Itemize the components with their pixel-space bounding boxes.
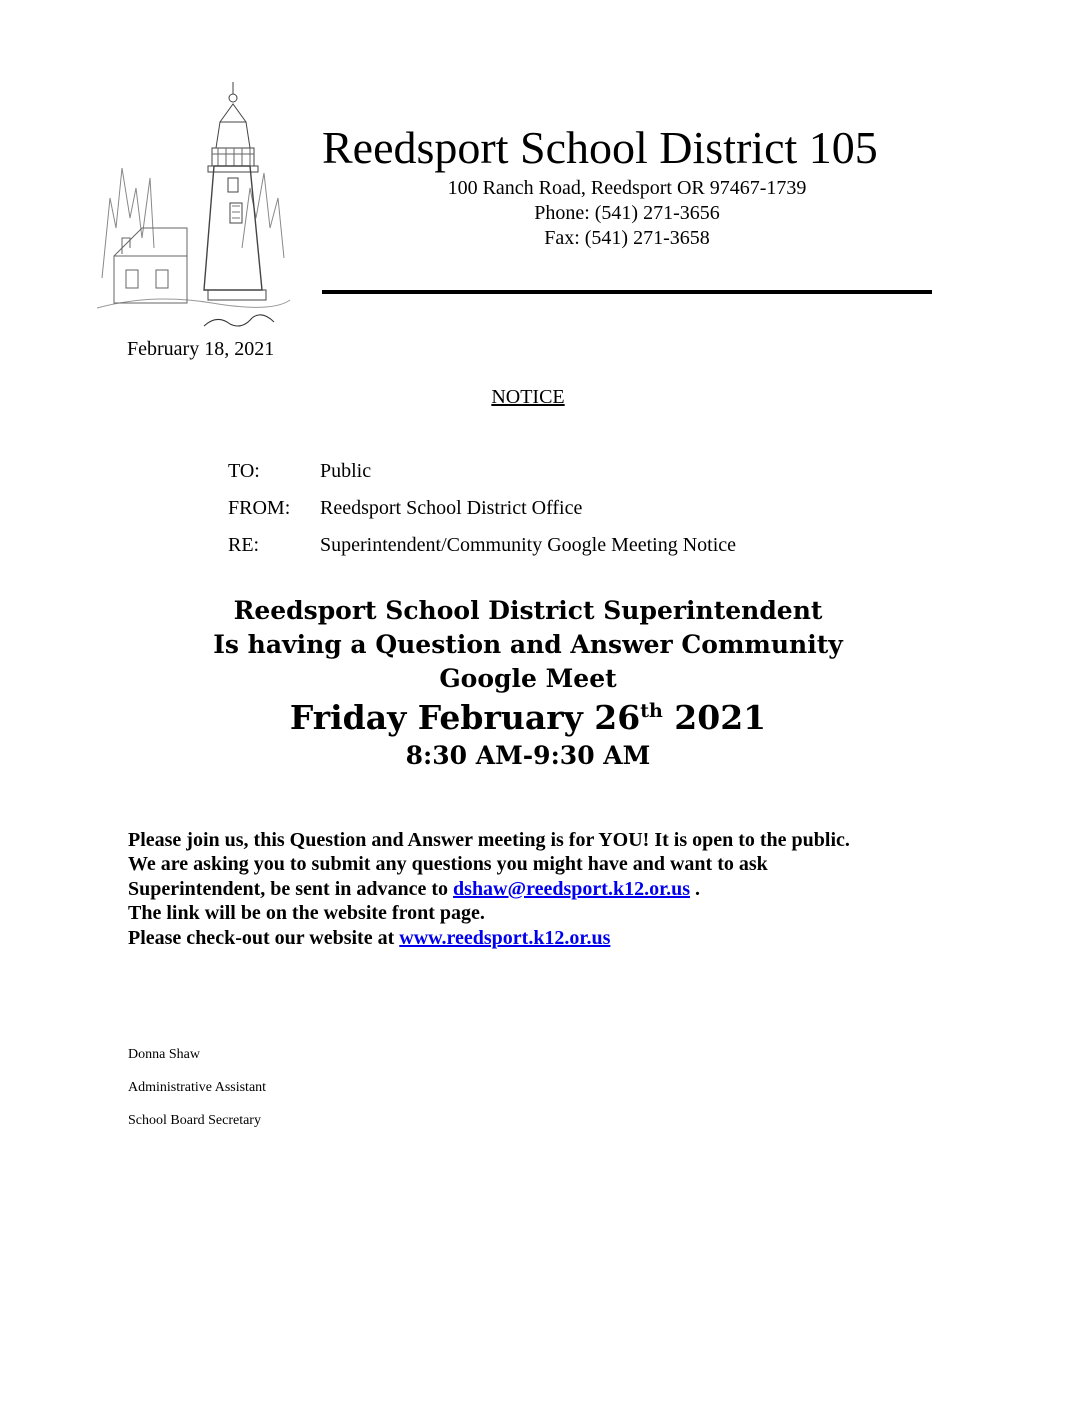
phone-line: Phone: (541) 271-3656 bbox=[534, 202, 720, 224]
lighthouse-sketch-icon bbox=[92, 78, 292, 338]
signature-name: Donna Shaw bbox=[128, 1047, 200, 1062]
headline-line-1: Reedsport School District Superintendent bbox=[233, 596, 823, 625]
body-line-4: The link will be on the website front page. bbox=[128, 902, 485, 924]
body-line-2: We are asking you to submit any questions you might have and want to ask bbox=[128, 853, 768, 875]
memo-to-label: TO: bbox=[228, 460, 260, 482]
event-date bbox=[0, 697, 1056, 739]
body-line-5-text: Please check-out our website at bbox=[128, 927, 400, 949]
event-date-year: 2021 bbox=[662, 698, 767, 737]
organization-name: Reedsport School District 105 bbox=[322, 122, 878, 173]
body-line-1: Please join us, this Question and Answer meeting is for YOU! It is open to the public. bbox=[128, 829, 850, 851]
body-line-3-end: . bbox=[690, 878, 701, 900]
memo-from-label: FROM: bbox=[228, 497, 291, 519]
event-time: 8:30 AM-9:30 AM bbox=[405, 741, 651, 770]
signature-role: School Board Secretary bbox=[128, 1113, 261, 1128]
memo-from-value: Reedsport School District Office bbox=[320, 497, 583, 519]
letterhead-rule bbox=[322, 290, 932, 294]
body-line-3-text: Superintendent, be sent in advance to bbox=[128, 878, 454, 900]
fax-line: Fax: (541) 271-3658 bbox=[544, 227, 710, 249]
headline-line-2: Is having a Question and Answer Community bbox=[213, 630, 843, 659]
notice-title: NOTICE bbox=[491, 386, 565, 408]
body-line-3 bbox=[128, 877, 700, 901]
letter-date: February 18, 2021 bbox=[127, 338, 275, 360]
website-link[interactable]: www.reedsport.k12.or.us bbox=[399, 927, 611, 949]
memo-re-label: RE: bbox=[228, 534, 260, 556]
memo-to-value: Public bbox=[320, 460, 372, 482]
headline-line-3: Google Meet bbox=[439, 664, 617, 693]
event-date-main: Friday February 26 bbox=[289, 698, 641, 737]
body-line-5 bbox=[128, 926, 610, 950]
signature-title: Administrative Assistant bbox=[128, 1080, 267, 1095]
event-date-ordinal: th bbox=[640, 700, 663, 722]
email-link[interactable]: dshaw@reedsport.k12.or.us bbox=[453, 878, 691, 900]
address-line: 100 Ranch Road, Reedsport OR 97467-1739 bbox=[447, 177, 807, 199]
memo-re-value: Superintendent/Community Google Meeting Notice bbox=[320, 534, 737, 556]
